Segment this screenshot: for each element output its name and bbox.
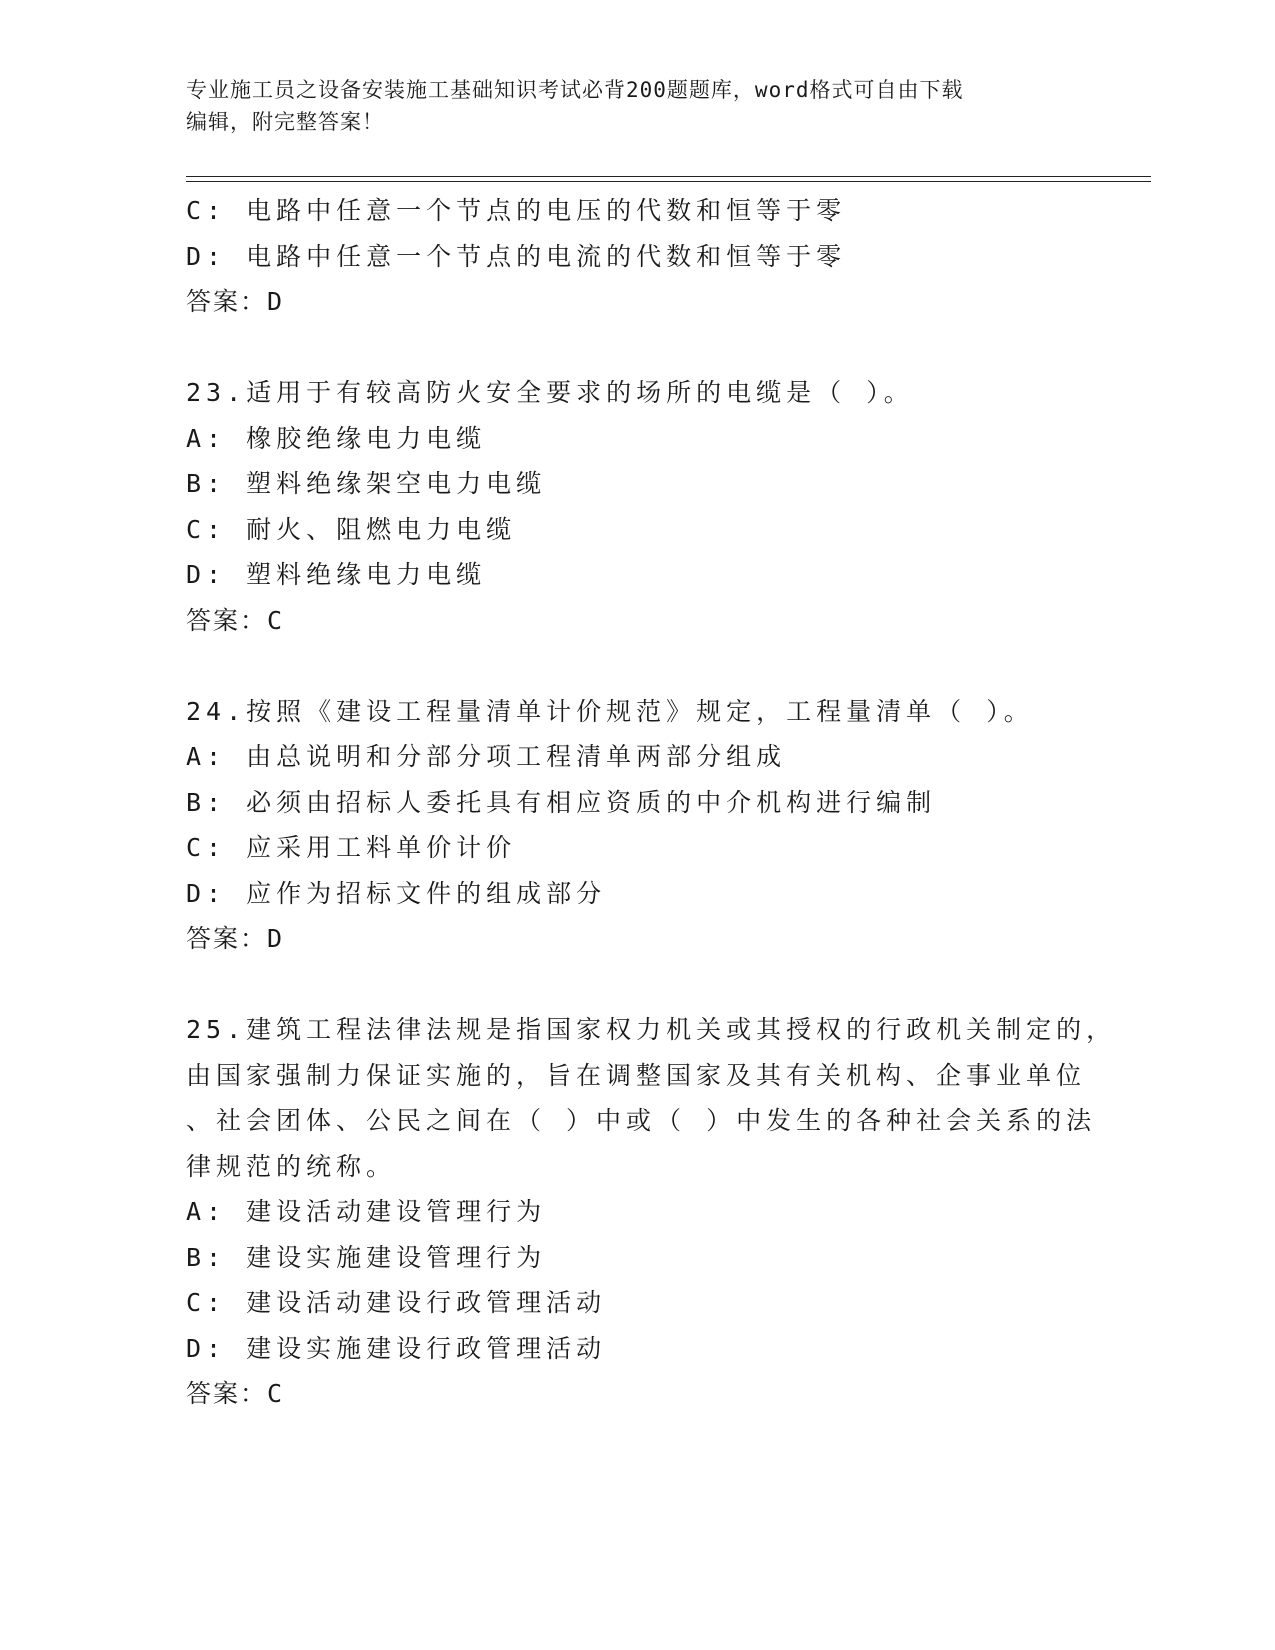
option-a: A: 由总说明和分部分项工程清单两部分组成 <box>186 742 787 771</box>
header-line: 专业施工员之设备安装施工基础知识考试必背200题题库，word格式可自由下载 <box>186 78 964 102</box>
spacer <box>186 643 1086 689</box>
header-line: 编辑，附完整答案！ <box>186 110 384 134</box>
question-title-line: 24.按照《建设工程量清单计价规范》规定，工程量清单（ ）。 <box>186 696 1034 726</box>
question-title-line: 律规范的统称。 <box>186 1151 397 1181</box>
answer-line: 答案：D <box>186 287 285 316</box>
question-title <box>186 370 1086 416</box>
question-title-line: 、社会团体、公民之间在（ ）中或（ ）中发生的各种社会关系的法 <box>186 1106 1097 1135</box>
question-title-line: 23.适用于有较高防火安全要求的场所的电缆是（ ）。 <box>186 378 914 407</box>
question-title <box>186 1007 1117 1189</box>
option-d: D: 应作为招标文件的组成部分 <box>186 878 607 908</box>
option-c: C: 应采用工料单价计价 <box>186 833 517 862</box>
answer-line: 答案：C <box>186 1379 285 1408</box>
answer-line: 答案：C <box>186 605 285 635</box>
answer-line: 答案：D <box>186 924 285 953</box>
option-d: D: 电路中任意一个节点的电流的代数和恒等于零 <box>186 241 847 271</box>
option-b: B: 塑料绝缘架空电力电缆 <box>186 469 547 498</box>
document-body <box>186 188 1117 1417</box>
option-c: C: 电路中任意一个节点的电压的代数和恒等于零 <box>186 196 847 225</box>
option-c: C: 建设活动建设行政管理活动 <box>186 1288 607 1317</box>
header-divider-top <box>186 176 1151 177</box>
spacer <box>186 325 1086 371</box>
option-a: A: 建设活动建设管理行为 <box>186 1197 547 1226</box>
option-d: D: 塑料绝缘电力电缆 <box>186 560 487 589</box>
header-divider-bottom <box>186 181 1151 182</box>
question-title-line: 由国家强制力保证实施的，旨在调整国家及其有关机构、企事业单位 <box>186 1060 1087 1090</box>
question-title <box>186 689 1086 735</box>
question-24 <box>186 689 1086 962</box>
option-b: B: 建设实施建设管理行为 <box>186 1242 547 1272</box>
option-b: B: 必须由招标人委托具有相应资质的中介机构进行编制 <box>186 787 937 817</box>
question-25 <box>186 1007 1117 1417</box>
question-title-line: 25.建筑工程法律法规是指国家权力机关或其授权的行政机关制定的， <box>186 1015 1117 1044</box>
question-23 <box>186 370 1086 643</box>
spacer <box>186 962 1086 1008</box>
question-22-continuation <box>186 188 1086 325</box>
option-c: C: 耐火、阻燃电力电缆 <box>186 514 517 544</box>
option-a: A: 橡胶绝缘电力电缆 <box>186 423 487 453</box>
option-d: D: 建设实施建设行政管理活动 <box>186 1333 607 1363</box>
document-header <box>186 74 1086 138</box>
